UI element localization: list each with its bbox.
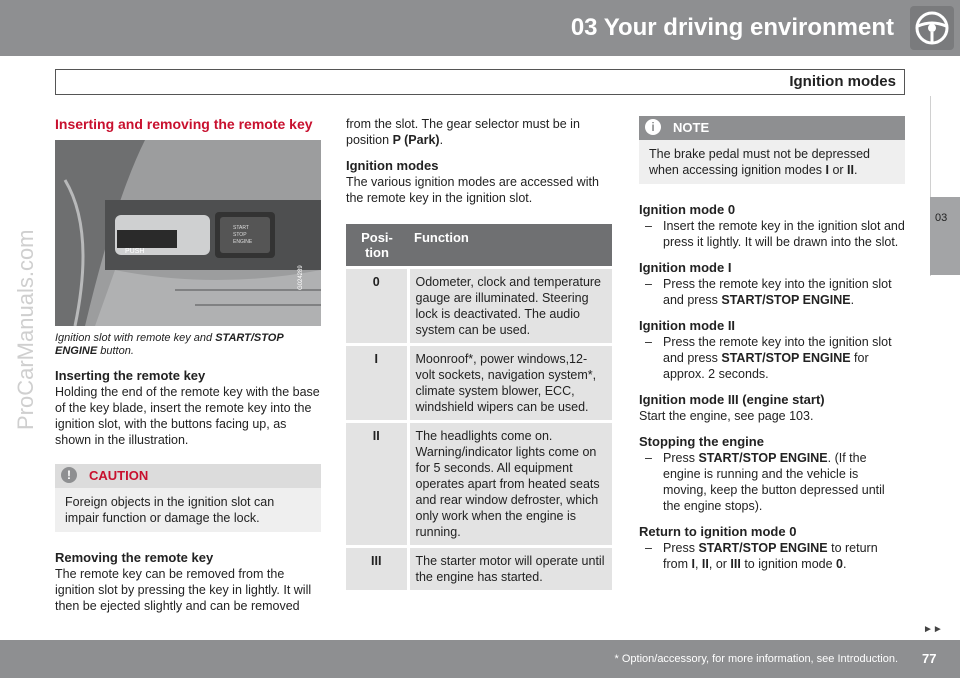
insert-text: Holding the end of the remote key with the base of the key blade, insert the remote key into the ignition slot, with the buttons facing up, as shown in the illustration.	[55, 385, 320, 447]
mode1-text: – Press the remote key into the ignition slot and press START/STOP ENGINE.	[639, 276, 905, 308]
note-label: NOTE	[673, 120, 710, 135]
chapter-tab[interactable]	[930, 197, 960, 275]
ignition-slot-photo	[55, 140, 321, 326]
mode0-text: – Insert the remote key in the ignition slot and press it lightly. It will be drawn into the slot.	[639, 218, 905, 250]
stop-label: STOP	[233, 232, 247, 238]
caution-label: CAUTION	[89, 468, 149, 483]
footer-note: * Option/accessory, for more information, see Introduction.	[614, 653, 898, 665]
stop-text: – Press START/STOP ENGINE. (If the engine is running and the vehicle is moving, keep the button depressed until the engine stops).	[639, 450, 905, 514]
insert-heading: Inserting the remote key	[55, 368, 206, 383]
mode3-text: Start the engine, see page 103.	[639, 409, 814, 423]
start-label: START	[233, 225, 249, 231]
table-row: 0 Odometer, clock and temperature gauge are illuminated. Steering lock is deactivated. The audio system can be used.	[346, 268, 612, 345]
push-label: PUSH	[125, 248, 145, 255]
caution-icon: !	[61, 467, 77, 483]
column-2	[346, 116, 612, 590]
section-heading: Inserting and removing the remote key	[55, 116, 313, 132]
note-text: The brake pedal must not be depressed when accessing ignition modes I or II.	[649, 147, 870, 177]
modes-heading: Ignition modes	[346, 158, 439, 173]
caution-box	[55, 464, 321, 532]
caution-text: Foreign objects in the ignition slot can impair function or damage the lock.	[65, 495, 275, 525]
return-text: – Press START/STOP ENGINE to return from I, II, or III to ignition mode 0.	[639, 540, 905, 572]
remove-heading: Removing the remote key	[55, 550, 214, 565]
steering-wheel-icon	[910, 6, 954, 50]
note-box	[639, 116, 905, 184]
section-title-box	[55, 69, 905, 95]
mode1-heading: Ignition mode I	[639, 260, 732, 275]
table-row: III The starter motor will operate until the engine has started.	[346, 547, 612, 591]
page-number: 77	[922, 651, 937, 666]
section-title: Ignition modes	[789, 73, 896, 90]
stop-heading: Stopping the engine	[639, 434, 764, 449]
mode2-heading: Ignition mode II	[639, 318, 736, 333]
chapter-tab-label: 03	[935, 212, 948, 224]
engine-label: ENGINE	[233, 239, 253, 245]
footer-band	[0, 640, 960, 678]
info-icon: i	[645, 119, 661, 135]
ignition-modes-table	[346, 224, 612, 590]
continued-text: from the slot. The gear selector must be in position P (Park).	[346, 117, 580, 147]
watermark: ProCarManuals.com	[13, 229, 38, 430]
remove-text: The remote key can be removed from the ignition slot by pressing the key in lightly. It will then be ejected slightly and can be removed	[55, 567, 312, 613]
table-row: I Moonroof*, power windows,12-volt sockets, navigation system*, climate system blower, ECC, windshield wipers can be used.	[346, 345, 612, 422]
table-row: II The headlights come on. Warning/indicator lights come on for 5 seconds. All equipment operates apart from heated seats and rear window defroster, which only work when the engine is running.	[346, 422, 612, 547]
column-1	[55, 116, 321, 614]
mode3-heading: Ignition mode III (engine start)	[639, 392, 825, 407]
table-header-position: Posi-tion	[346, 224, 408, 268]
chapter-title: 03 Your driving environment	[570, 14, 894, 41]
figure-caption: Ignition slot with remote key and START/STOP ENGINE button.	[55, 332, 284, 357]
modes-text: The various ignition modes are accessed with the remote key in the ignition slot.	[346, 175, 599, 205]
table-header-function: Function	[408, 224, 612, 268]
column-3	[639, 116, 905, 582]
figure-code: G024289	[298, 265, 304, 290]
return-heading: Return to ignition mode 0	[639, 524, 797, 539]
mode2-text: – Press the remote key into the ignition slot and press START/STOP ENGINE for approx. 2 seconds.	[639, 334, 905, 382]
mode0-heading: Ignition mode 0	[639, 202, 736, 217]
next-page-arrows: ►►	[923, 624, 943, 635]
